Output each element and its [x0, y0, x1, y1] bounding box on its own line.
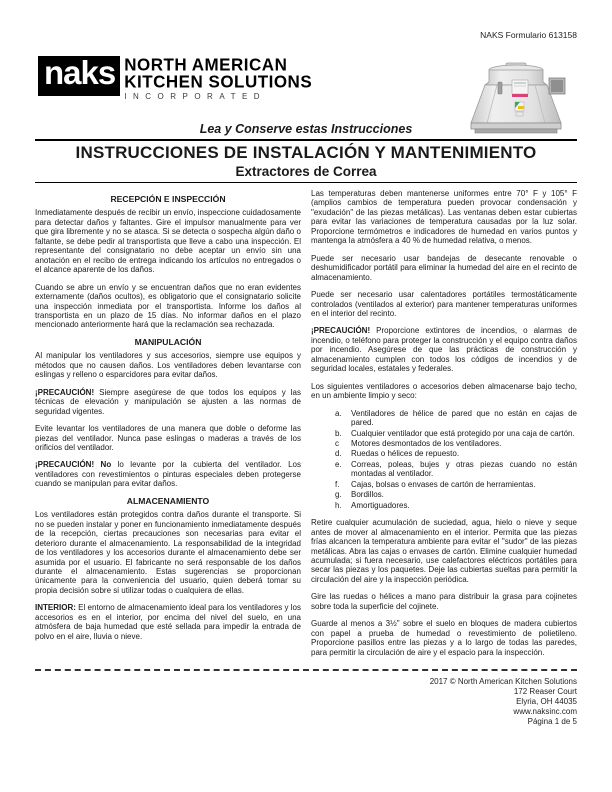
footer-line: Elyria, OH 44035 [516, 697, 577, 707]
list-item [335, 460, 577, 479]
document-subtitle: Extractores de Correa [235, 164, 377, 179]
list-marker: b. [335, 428, 342, 438]
column-right [311, 189, 577, 665]
logo-line2: KITCHEN SOLUTIONS [124, 71, 313, 92]
footer-line: Página 1 de 5 [527, 717, 577, 727]
paragraph: ¡PRECAUCIÓN! No lo levante por la cubierta del ventilador. Los ventiladores con revestimientos o pinturas especiales deben protegerse cuando se manipulan para evitar daños. [35, 460, 301, 489]
logo-line3: INCORPORATED [124, 92, 267, 101]
section-heading: RECEPCIÓN E INSPECCIÓN [110, 194, 226, 204]
footer-line: www.naksinc.com [513, 707, 577, 717]
footer [35, 677, 577, 727]
paragraph-lead: INTERIOR: [35, 603, 76, 613]
list-item-text: Ruedas o hélices de repuesto. [351, 449, 460, 459]
list-item [335, 409, 577, 428]
subtitle-rule [35, 182, 577, 183]
naks-logo-mark: naks [38, 56, 120, 96]
list-marker: e. [335, 459, 342, 469]
footer-dashed-separator [35, 669, 577, 671]
list-item [335, 490, 577, 499]
paragraph: Gire las ruedas o hélices a mano para distribuir la grasa para cojinetes sobre toda la superficie del cojinete. [311, 592, 577, 611]
paragraph: Retire cualquier acumulación de suciedad, agua, hielo o nieve y seque antes de mover al almacenamiento en el interior. Permita que las piezas frías alcancen la temperatura ambiente para evitar el "sudor" de las piezas metálicas. Abra las cajas o envases de cartón. Elimine cualquier humedad acumulada; si fuera necesario, use calefactores eléctricos portátiles para secar las piezas y los paquetes. Deje las cubiertas sueltas para permitir la circulación del aire y la inspección periódica. [311, 518, 577, 584]
list-marker: f. [335, 479, 340, 489]
paragraph: ¡PRECAUCIÓN! Proporcione extintores de incendios, o alarmas de incendio, o teléfono para proteger la construcción y el equipo contra daños por incendio. Asegúrese de que las prácticas de construcción y almacenamiento cumplen con todos los códigos de incendios y de seguridad locales, estatales y federales. [311, 326, 577, 374]
document-header [35, 44, 577, 136]
paragraph: Puede ser necesario usar bandejas de desecante renovable o deshumidificador portátil para eliminar la humedad del aire en el recinto de almacenamiento. [311, 253, 577, 282]
naks-logo-text [124, 56, 312, 101]
paragraph: ¡PRECAUCIÓN! Siempre asegúrese de que todos los equipos y las técnicas de elevación y manipulación se ajusten a las normas de seguridad vigentes. [35, 387, 301, 416]
list-item [335, 429, 577, 438]
list-item-text: Bordillos. [351, 490, 384, 500]
paragraph-lead: ¡PRECAUCIÓN! [35, 387, 95, 397]
paragraph: Cuando se abre un envío y se encuentran daños que no eran evidentes externamente (daños ocultos), es obligatorio que el consignatario solicite una inspección inmediata por el transportista. Informe los daños al transportista en un plazo de 15 días. No informar daños en el plazo mencionado anteriormente hará que la reclamación sea rechazada. [35, 282, 301, 330]
list-marker: c [335, 438, 339, 448]
document-title: INSTRUCCIONES DE INSTALACIÓN Y MANTENIMIENTO [75, 143, 537, 162]
form-number: NAKS Formulario 613158 [480, 30, 577, 40]
section-heading: MANIPULACIÓN [134, 336, 202, 347]
paragraph: Los ventiladores están protegidos contra daños durante el transporte. Si no se pueden instalar y poner en funcionamiento inmediatamente después de la recepción, ciertas precauciones son necesarias para evitar el deterioro durante el almacenamiento. La responsabilidad de la integridad de los ventiladores y los accesorios durante el almacenamiento debe ser asumida por el usuario. El fabricante no será responsable de los daños durante el almacenamiento. Estas sugerencias se proporcionan únicamente para la conveniencia del usuario, quien deberá tomar su propia decisión sobre si utilizar todas o cualquiera de ellas. [35, 510, 301, 595]
paragraph: Evite levantar los ventiladores de una manera que doble o deforme las piezas del ventilador. Nunca pase eslingas o maderas a través de los orificios del ventilador. [35, 424, 301, 452]
list-marker: a. [335, 408, 342, 418]
paragraph: Las temperaturas deben mantenerse uniformes entre 70° F y 105° F (amplios cambios de temperatura pueden provocar condensación y "exudación" de las piezas metálicas). Las ventanas deben estar cubiertas para evitar las variaciones de temperatura causadas por la luz solar. Proporcione termómetros e indicadores de humedad en varios puntos y mantenga la atmósfera a 40 % de humedad relativa, o menos. [311, 189, 577, 246]
paragraph-lead: ¡PRECAUCIÓN! [311, 326, 371, 336]
list-item-text: Amortiguadores. [351, 500, 410, 510]
logo-line1: NORTH AMERICAN [124, 54, 288, 75]
paragraph: Puede ser necesario usar calentadores portátiles termostáticamente controlados (ventilados al exterior) para mantener temperaturas uniformes en el interior del recinto. [311, 290, 577, 318]
list-item [335, 439, 577, 448]
footer-line: 172 Reaser Court [513, 687, 577, 697]
two-column-body [35, 189, 577, 665]
column-left [35, 189, 301, 665]
list-item [335, 449, 577, 458]
paragraph: Los siguientes ventiladores o accesorios deben almacenarse bajo techo, en un ambiente limpio y seco: [311, 381, 577, 401]
naks-logo [38, 56, 312, 101]
read-and-keep-note: Lea y Conserve estas Instrucciones [199, 122, 413, 136]
list-marker: g. [335, 490, 342, 500]
list-item-text: Cajas, bolsas o envases de cartón de herramientas. [351, 479, 536, 489]
list-item-text: Ventiladores de hélice de pared que no están en cajas de pared. [351, 408, 577, 428]
footer-line: 2017 © North American Kitchen Solutions [429, 677, 577, 687]
section-heading: ALMACENAMIENTO [126, 495, 210, 506]
paragraph-lead: ¡PRECAUCIÓN! No [35, 460, 112, 470]
list-item-text: Cualquier ventilador que está protegido por una caja de cartón. [351, 428, 575, 438]
paragraph: Guarde al menos a 3½" sobre el suelo en bloques de madera cubiertos con papel a prueba de humedad o revestimiento de polietileno. Proporcione pasillos entre las piezas y a lo largo de todas las paredes, para permitir la circulación de aire y el espacio para la inspección. [311, 619, 577, 657]
paragraph: Al manipular los ventiladores y sus accesorios, siempre use equipos y métodos que no causen daños. Los ventiladores deben levantarse con eslingas y relleno o esparcidores para evitar daños. [35, 351, 301, 380]
list-item-text: Correas, poleas, bujes y otras piezas cuando no están montadas al ventilador. [351, 459, 577, 479]
list-marker: d. [335, 449, 342, 459]
list-item-text: Motores desmontados de los ventiladores. [351, 438, 502, 448]
header-rule [35, 139, 577, 141]
list-item [335, 480, 577, 489]
document-page [35, 30, 577, 727]
lettered-list [335, 409, 577, 511]
paragraph: Inmediatamente después de recibir un envío, inspeccione cuidadosamente para detectar daños y faltantes. Gire el impulsor manualmente para ver que gira libremente y no se atasca. Si se detecta o sospecha algún daño o faltante, se debe pedir al transportista que lleve a cabo una inspección. El representante del consignatario no debe aceptar un envío sin una anotación en el recibo de entrega indicando los artículos no entregados o el alcance aparente de los daños. [35, 208, 301, 275]
list-item [335, 501, 577, 510]
paragraph: INTERIOR: El entorno de almacenamiento ideal para los ventiladores y los accesorios es en el interior, por encima del nivel del suelo, en una atmósfera de baja humedad que esté sellada para impedir la entrada de polvo en el aire, lluvia o nieve. [35, 603, 301, 641]
list-marker: h. [335, 500, 342, 510]
